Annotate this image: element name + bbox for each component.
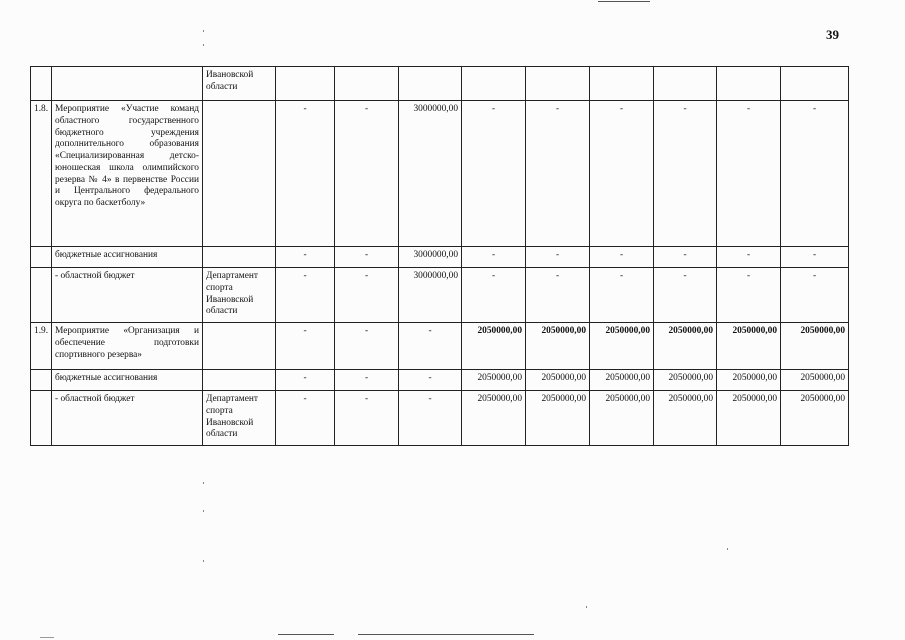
amount-cell: - [526, 101, 590, 247]
amount-cell: - [335, 268, 399, 323]
scan-mark [203, 482, 204, 484]
amount-cell: - [526, 268, 590, 323]
scan-mark [203, 510, 204, 512]
executor-cell [203, 101, 276, 247]
amount-cell: - [462, 268, 526, 323]
amount-cell [276, 67, 335, 101]
table-row [31, 67, 849, 101]
amount-cell [654, 67, 717, 101]
amount-cell: 2050000,00 [526, 323, 590, 370]
scan-mark [586, 606, 587, 608]
table-row [31, 370, 849, 391]
row-number-cell: 1.9. [31, 323, 52, 370]
amount-cell: - [654, 101, 717, 247]
amount-cell: - [335, 391, 399, 446]
amount-cell: - [654, 268, 717, 323]
amount-cell: 2050000,00 [717, 370, 781, 391]
executor-cell: Департамент спорта Ивановской области [203, 391, 276, 446]
amount-cell [399, 67, 462, 101]
amount-cell: - [399, 370, 462, 391]
executor-cell: Ивановской области [203, 67, 276, 101]
amount-cell: - [781, 247, 849, 268]
table-body [31, 67, 849, 446]
executor-cell: Департамент спорта Ивановской области [203, 268, 276, 323]
activity-name-cell: - областной бюджет [52, 268, 203, 323]
amount-cell: - [781, 101, 849, 247]
amount-cell: - [590, 101, 654, 247]
scan-mark [203, 30, 204, 32]
amount-cell: 2050000,00 [781, 370, 849, 391]
amount-cell: - [399, 391, 462, 446]
amount-cell: - [276, 370, 335, 391]
amount-cell: - [276, 391, 335, 446]
amount-cell [462, 67, 526, 101]
amount-cell: 2050000,00 [717, 323, 781, 370]
amount-cell: 2050000,00 [526, 391, 590, 446]
activity-name-cell: Мероприятие «Участие команд областного государственного бюджетного учреждения дополнительного образования «Специализированная детско-юношеская школа олимпийского резерва № 4» в первенстве России и Центрального федерального округа по баскетболу» [52, 101, 203, 247]
amount-cell [335, 67, 399, 101]
page-number: 39 [826, 27, 839, 42]
activity-name-cell: бюджетные ассигнования [52, 247, 203, 268]
table-row [31, 391, 849, 446]
amount-cell: - [590, 247, 654, 268]
amount-cell: - [654, 247, 717, 268]
amount-cell: - [462, 247, 526, 268]
amount-cell: - [717, 268, 781, 323]
amount-cell: - [335, 370, 399, 391]
amount-cell: - [590, 268, 654, 323]
amount-cell: 2050000,00 [781, 323, 849, 370]
activity-name-cell: Мероприятие «Организация и обеспечение подготовки спортивного резерва» [52, 323, 203, 370]
amount-cell: 2050000,00 [526, 370, 590, 391]
scan-mark-top [598, 1, 650, 2]
amount-cell [781, 67, 849, 101]
amount-cell: 2050000,00 [590, 323, 654, 370]
amount-cell: 2050000,00 [654, 391, 717, 446]
amount-cell: - [335, 247, 399, 268]
scan-mark-bottom [278, 634, 334, 635]
scan-mark [727, 548, 728, 550]
scan-mark [203, 44, 204, 46]
amount-cell: - [335, 323, 399, 370]
amount-cell: - [717, 247, 781, 268]
amount-cell: 3000000,00 [399, 268, 462, 323]
scan-mark [203, 560, 204, 562]
amount-cell: - [717, 101, 781, 247]
amount-cell: - [462, 101, 526, 247]
amount-cell: - [335, 101, 399, 247]
amount-cell: 3000000,00 [399, 247, 462, 268]
amount-cell [590, 67, 654, 101]
activity-name-cell [52, 67, 203, 101]
amount-cell: - [276, 268, 335, 323]
scan-mark-bottom [40, 637, 54, 638]
amount-cell: 2050000,00 [717, 391, 781, 446]
row-number-cell [31, 391, 52, 446]
row-number-cell [31, 247, 52, 268]
row-number-cell: 1.8. [31, 101, 52, 247]
amount-cell: - [781, 268, 849, 323]
activity-name-cell: бюджетные ассигнования [52, 370, 203, 391]
amount-cell: - [276, 247, 335, 268]
scan-mark-bottom [358, 634, 534, 635]
amount-cell: 2050000,00 [654, 323, 717, 370]
table-row [31, 101, 849, 247]
table-row [31, 268, 849, 323]
amount-cell: - [399, 323, 462, 370]
amount-cell: 2050000,00 [590, 391, 654, 446]
amount-cell: 2050000,00 [654, 370, 717, 391]
amount-cell: - [276, 323, 335, 370]
activity-name-cell: - областной бюджет [52, 391, 203, 446]
amount-cell: 2050000,00 [781, 391, 849, 446]
amount-cell: 3000000,00 [399, 101, 462, 247]
amount-cell: 2050000,00 [462, 323, 526, 370]
executor-cell [203, 247, 276, 268]
executor-cell [203, 323, 276, 370]
table-row [31, 247, 849, 268]
amount-cell: 2050000,00 [462, 391, 526, 446]
executor-cell [203, 370, 276, 391]
budget-table [30, 66, 849, 446]
amount-cell: 2050000,00 [590, 370, 654, 391]
row-number-cell [31, 67, 52, 101]
row-number-cell [31, 268, 52, 323]
amount-cell: 2050000,00 [462, 370, 526, 391]
row-number-cell [31, 370, 52, 391]
amount-cell [717, 67, 781, 101]
table-row [31, 323, 849, 370]
amount-cell [526, 67, 590, 101]
amount-cell: - [276, 101, 335, 247]
amount-cell: - [526, 247, 590, 268]
